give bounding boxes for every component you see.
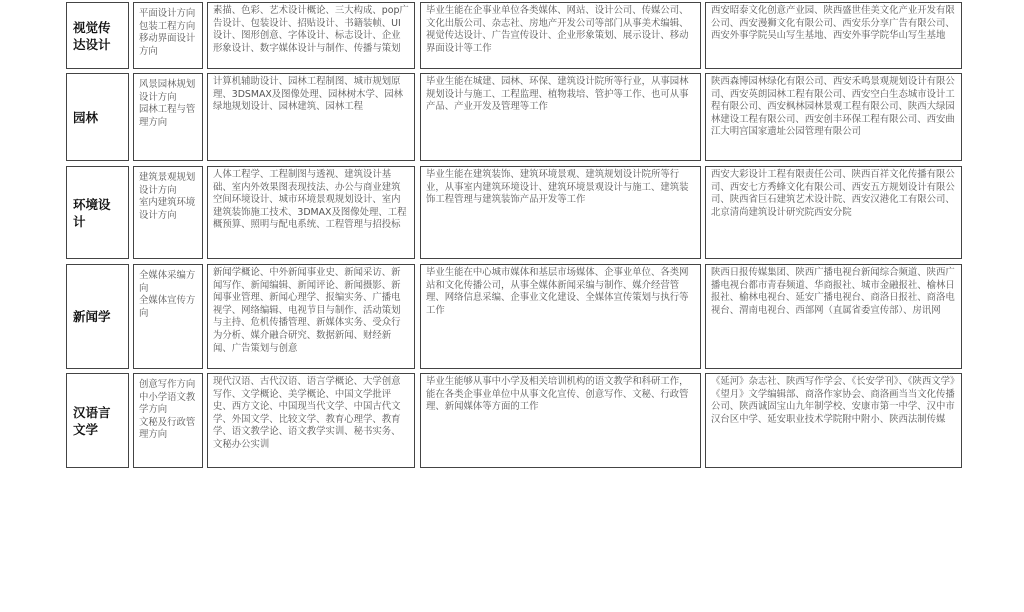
- employment-description: 毕业生能在建筑装饰、建筑环境景观、建筑规划设计院所等行业，从事室内建筑环境设计、建筑环境景观设计与施工、建筑装饰工程管理与建筑装饰产品开发等工作: [420, 166, 701, 259]
- employment-description: 毕业生能在企事业单位各类媒体、网站、设计公司、传媒公司、文化出版公司、杂志社、房地产开发公司等部门从事美术编辑、视觉传达设计、广告宣传设计、企业形象策划、展示设计、移动界面设计等工作: [420, 2, 701, 69]
- direction-list: 全媒体采编方向 全媒体宣传方向: [133, 264, 203, 369]
- core-courses: 人体工程学、工程制图与透视、建筑设计基础、室内外效果图表现技法、办公与商业建筑空间环境设计、城市环境景观规划设计、室内建筑装饰施工技术、3DMAX及图像处理、工程概预算、照明与配电系统、工程管理与招投标: [207, 166, 415, 259]
- direction-list: 风景园林规划设计方向 园林工程与管理方向: [133, 73, 203, 161]
- partner-organizations: 西安昭泰文化创意产业园、陕西盛世佳美文化产业开发有限公司、西安漫狮文化有限公司、西安乐分享广告有限公司、西安外事学院吴山写生基地、西安外事学院华山写生基地: [705, 2, 962, 69]
- partner-organizations: 陕西森博园林绿化有限公司、西安禾鸣景观规划设计有限公司、西安英朗园林工程有限公司、西安空白生态城市设计工程有限公司、西安枫林园林景观工程有限公司、陕西大绿园林建设工程有限公司、西安创丰环保工程有限公司、西安曲江大明宫国家遗址公园管理有限公司: [705, 73, 962, 161]
- partner-organizations: 《延河》杂志社、陕西写作学会、《长安学刊》、《陕西文学》《望月》文学编辑部、商洛作家协会、商洛画当当文化传播公司、陕西诚固宝山九年制学校、安康市第一中学、汉中市汉台区中学、延安职业技术学院附中附小、陕西法制传媒: [705, 373, 962, 468]
- direction-list: 平面设计方向 包装工程方向 移动界面设计方向: [133, 2, 203, 69]
- table-row: [66, 73, 962, 161]
- partner-organizations: 西安大彩设计工程有限责任公司、陕西百祥文化传播有限公司、西安七方秀蜂文化有限公司、西安五方规划设计有限公司、陕西省巨石建筑艺术设计院、西安汉港化工有限公司、北京清尚建筑设计研究院西安分院: [705, 166, 962, 259]
- table-row: [66, 264, 962, 369]
- core-courses: 素描、色彩、艺术设计概论、三大构成、pop广告设计、包装设计、招贴设计、书籍装帧、UI设计、图形创意、字体设计、标志设计、企业形象设计、数字媒体设计与制作、传播与策划: [207, 2, 415, 69]
- core-courses: 现代汉语、古代汉语、语言学概论、大学创意写作、文学概论、美学概论、中国文学批评史、西方文论、中国现当代文学、中国古代文学、外国文学、比较文学、教育心理学、教育学、语文教学论、语文教学实训、秘书实务、文秘办公实训: [207, 373, 415, 468]
- direction-list: 创意写作方向 中小学语文教学方向 文秘及行政管理方向: [133, 373, 203, 468]
- major-name: 新闻学: [66, 264, 129, 369]
- employment-description: 毕业生能够从事中小学及相关培训机构的语文教学和科研工作，能在各类企事业单位中从事文化宣传、创意写作、文秘、行政管理、新闻媒体等方面的工作: [420, 373, 701, 468]
- major-name: 汉语言文学: [66, 373, 129, 468]
- employment-description: 毕业生能在城建、园林、环保、建筑设计院所等行业，从事园林规划设计与施工、工程监理、植物栽培、管护等工作、也可从事产品、产业开发及管理等工作: [420, 73, 701, 161]
- core-courses: 新闻学概论、中外新闻事业史、新闻采访、新闻写作、新闻编辑、新闻评论、新闻摄影、新闻事业管理、新闻心理学、报编实务、广播电视学、网络编辑、电视节目与制作、活动策划与主持、危机传播管理、新媒体实务、受众行为分析、媒介融合研究、数据新闻、财经新闻、广告策划与创意: [207, 264, 415, 369]
- major-name: 园林: [66, 73, 129, 161]
- table-row: [66, 166, 962, 259]
- table-row: [66, 373, 962, 468]
- table-row: [66, 2, 962, 69]
- partner-organizations: 陕西日报传媒集团、陕西广播电视台新闻综合频道、陕西广播电视台都市青春频道、华商报社、城市金融报社、榆林日报社、榆林电视台、延安广播电视台、商洛日报社、商洛电视台、渭南电视台、西部网（直属省委宣传部）、房讯网: [705, 264, 962, 369]
- major-name: 环境设计: [66, 166, 129, 259]
- core-courses: 计算机辅助设计、园林工程制图、城市规划原理、3DSMAX及图像处理、园林树木学、园林绿地规划设计、园林建筑、园林工程: [207, 73, 415, 161]
- major-name: 视觉传达设计: [66, 2, 129, 69]
- direction-list: 建筑景观规划设计方向 室内建筑环境设计方向: [133, 166, 203, 259]
- employment-description: 毕业生能在中心城市媒体和基层市场媒体、企事业单位、各类网站和文化传播公司，从事全媒体新闻采编与制作、媒介经营管理、网络信息采编、企事业文化建设、全媒体宣传策划与执行等工作: [420, 264, 701, 369]
